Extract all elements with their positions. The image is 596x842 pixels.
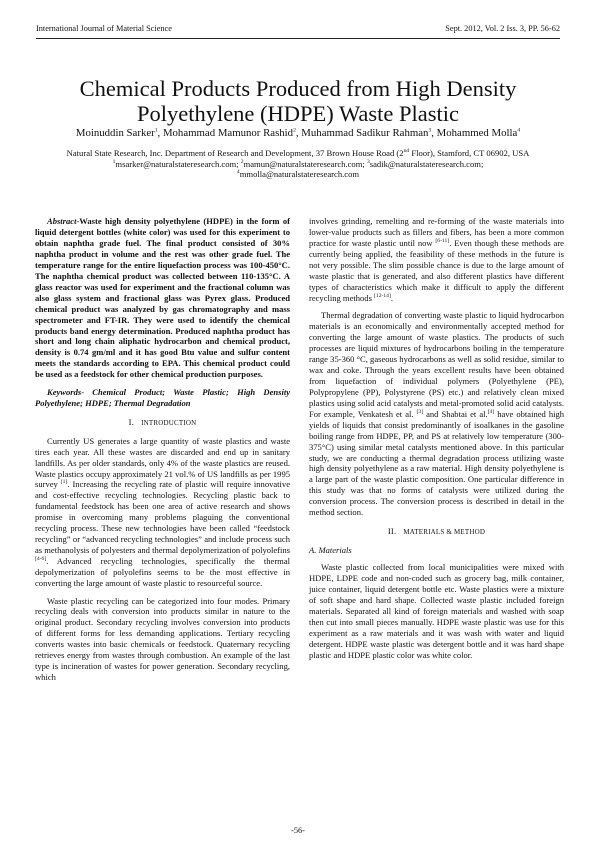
paragraph: Waste plastic recycling can be categorized into four modes. Primary recycling deals with conversion into products similar in nature to the original product. Secondary recycling involves conversion into products of different forms for less demanding applications. Tertiary recycling converts wastes into basic chemicals or feedstock. Quaternary recycling retrieves energy from wastes through combustion. An example of the last type is incineration of wastes for power generation. Secondary recycling, which <box>35 595 290 683</box>
journal-name: International Journal of Material Science <box>36 24 172 33</box>
abstract-label: Abstract- <box>47 216 80 226</box>
author-superscript: 1 <box>154 127 158 134</box>
citation: [1] <box>60 479 68 486</box>
email-link[interactable]: msarker@naturalstateresearch.com; <box>115 158 239 169</box>
paragraph: Thermal degradation of converting waste plastic to liquid hydrocarbon materials is an economically and environmentally accepted method for converting the large amount of waste plastics. The products of such processes are liquid mixtures of hydrocarbons boiling in the temperature range 35-360 °C, gaseous hydrocarbons as well as solid residue, similar to wax and coke. Through the years excellent results have been obtained from liquefaction of individual polymers (Polyethylene (PE), Polypropylene (PP), Polystyrene (PS) etc.) and relatively clean mixed plastics using solid acid catalysts and metal-promoted solid acid catalysts. For example, Venkatesh et al. [3] and Shabtai et al.[4] have obtained high yields of liquids that consist predominantly of isoalkanes in the gasoline boiling range from HDPE, PP, and PS at relatively low temperature (300-375°C) using similar metal catalysts mentioned above. In this particular study, we are conducting a thermal degradation process utilizing waste high density polyethylene as a raw material. High density polyethylene is a large part of the waste plastic composition. One particular difference in this study was that no forms of catalysts were utilized during the conversion process. The conversion process is described in detail in the method section. <box>309 310 565 518</box>
citation: [12-14] <box>374 292 391 299</box>
author-name: Muhammad Sadikur Rahman <box>301 127 429 139</box>
section-heading-methods: II. MATERIALS & METHOD <box>387 526 486 537</box>
author-superscript: 3 <box>428 127 432 134</box>
author-emails: $^1$msarker@naturalstateresearch.com; $^2$mamun@naturalstateresearch.com; $^3$sadik@naturalstateresearch.com; $^4$mmolla@naturalstateresearch.com <box>112 158 484 180</box>
author-name: Mohammed Molla <box>436 127 518 139</box>
right-column <box>309 216 564 667</box>
paragraph: Waste plastic collected from local municipalities were mixed with HDPE, LDPE code and non-coded such as grocery bag, milk container, juice container, liquid detergent bottle etc. Waste plastics were a mixture of soft shape and hard shape. Collected waste plastic included foreign materials. Separated all kind of foreign materials and washed with soap then cut into small pieces manually. HDPE waste plastic was use for this experiment as a raw materials and it was wash with water and liquid detergent. HDPE waste plastic was detergent bottle and it was hard shape plastic and HDPE plastic color was white color. <box>309 562 564 660</box>
email-link[interactable]: mmolla@naturalstateresearch.com <box>239 169 360 180</box>
left-column <box>35 216 290 690</box>
section-heading-introduction: I. INTRODUCTION <box>128 416 197 427</box>
email-link[interactable]: mamun@naturalstateresearch.com; <box>243 158 365 169</box>
header-rule <box>36 38 560 39</box>
abstract-text: Waste high density polyethylene (HDPE) in the form of liquid detergent bottles (white color) was used for this experiment to obtain naphtha grade fuel. The final product consisted of 30% naphtha product in volume and the rest was other grade fuel. The temperature range for the entire liquefaction process was 100-450°C. The naphtha chemical product was collected between 110-135°C. A glass reactor was used for experiment and the fractional column was also glass system and fractional glass was Pyrex glass. Produced chemical product was analyzed by gas chromatography and mass spectrometer and FT-IR. They were used to identify the chemical products band energy determination. Produced naphtha product has short and long chain aliphatic hydrocarbon and chemical product, density is 0.74 gm/ml and it has good Btu value and sulfur content meets the standards according to EPA. This chemical product could be used as a feedstock for other chemical production purposes. <box>35 216 290 380</box>
author-name: Moinuddin Sarker <box>75 127 155 139</box>
subsection-heading-materials: A. Materials <box>309 545 352 556</box>
affiliation <box>44 148 552 180</box>
abstract <box>35 216 290 380</box>
issue-info: Sept. 2012, Vol. 2 Iss. 3, PP. 56-62 <box>445 24 560 33</box>
paper-title: Chemical Products Produced from High Density Polyethylene (HDPE) Waste Plastic <box>79 76 517 126</box>
citation: [3] <box>416 408 424 415</box>
citation: [6-11] <box>435 238 450 245</box>
author-list: Moinuddin Sarker$^1$, Mohammad Mamunor Rashid$^2$, Muhammad Sadikur Rahman$^3$, Mohammed Molla$^4$ <box>75 127 521 139</box>
paragraph: Currently US generates a large quantity of waste plastics and waste tires each year. All these wastes are discarded and end up in sanitary landfills. As per older standards, only 4% of the waste plastics are reused. Waste plastics occupy approximately 21 vol.% of US landfills as per 1995 survey [1]. Increasing the recycling rate of plastic will require innovative and cost-effective recycling technologies. Recycling plastic back to fundamental feedstock has been one area of active research and shows promise in overcoming many problems plaguing the conventional recycling process. These new technologies have been called “feedstock recycling” or “advanced recycling technologies” and include process such as methanolysis of polyesters and thermal depolymerization of polyolefins [4-6]. Advanced recycling technologies, specifically the thermal depolymerization of polyolefins seems to be the most effective in converting the large amount of waste plastic to resourceful source. <box>35 435 290 589</box>
author-superscript: 2 <box>293 127 296 134</box>
email-link[interactable]: sadik@naturalstateresearch.com; <box>369 158 484 169</box>
citation: [4-6] <box>35 556 47 563</box>
author-superscript: 4 <box>517 127 521 134</box>
author-name: Mohammad Mamunor Rashid <box>162 127 294 139</box>
paragraph: involves grinding, remelting and re-forming of the waste materials into lower-value products such as fillers and fibers, has been a more common practice for waste plastic until now [6-11]. Even though these methods are currently being applied, the feasibility of these methods in the future is not very possible. The slim possible chance is due to the large amount of waste plastic that is generated, and also different plastics have different types of characteristics which make it difficult to apply the different recycling methods [12-14]. <box>309 216 564 303</box>
affiliation-address: Natural State Research, Inc. Department of Research and Development, 37 Brown House Road (2nd Floor), Stamford, CT 06902, USA <box>66 148 530 158</box>
keywords: Keywords- Chemical Product; Waste Plastic; High Density Polyethylene; HDPE; Thermal Degradation <box>35 386 290 408</box>
citation: [4] <box>487 408 495 415</box>
page-number: -56- <box>291 826 305 835</box>
